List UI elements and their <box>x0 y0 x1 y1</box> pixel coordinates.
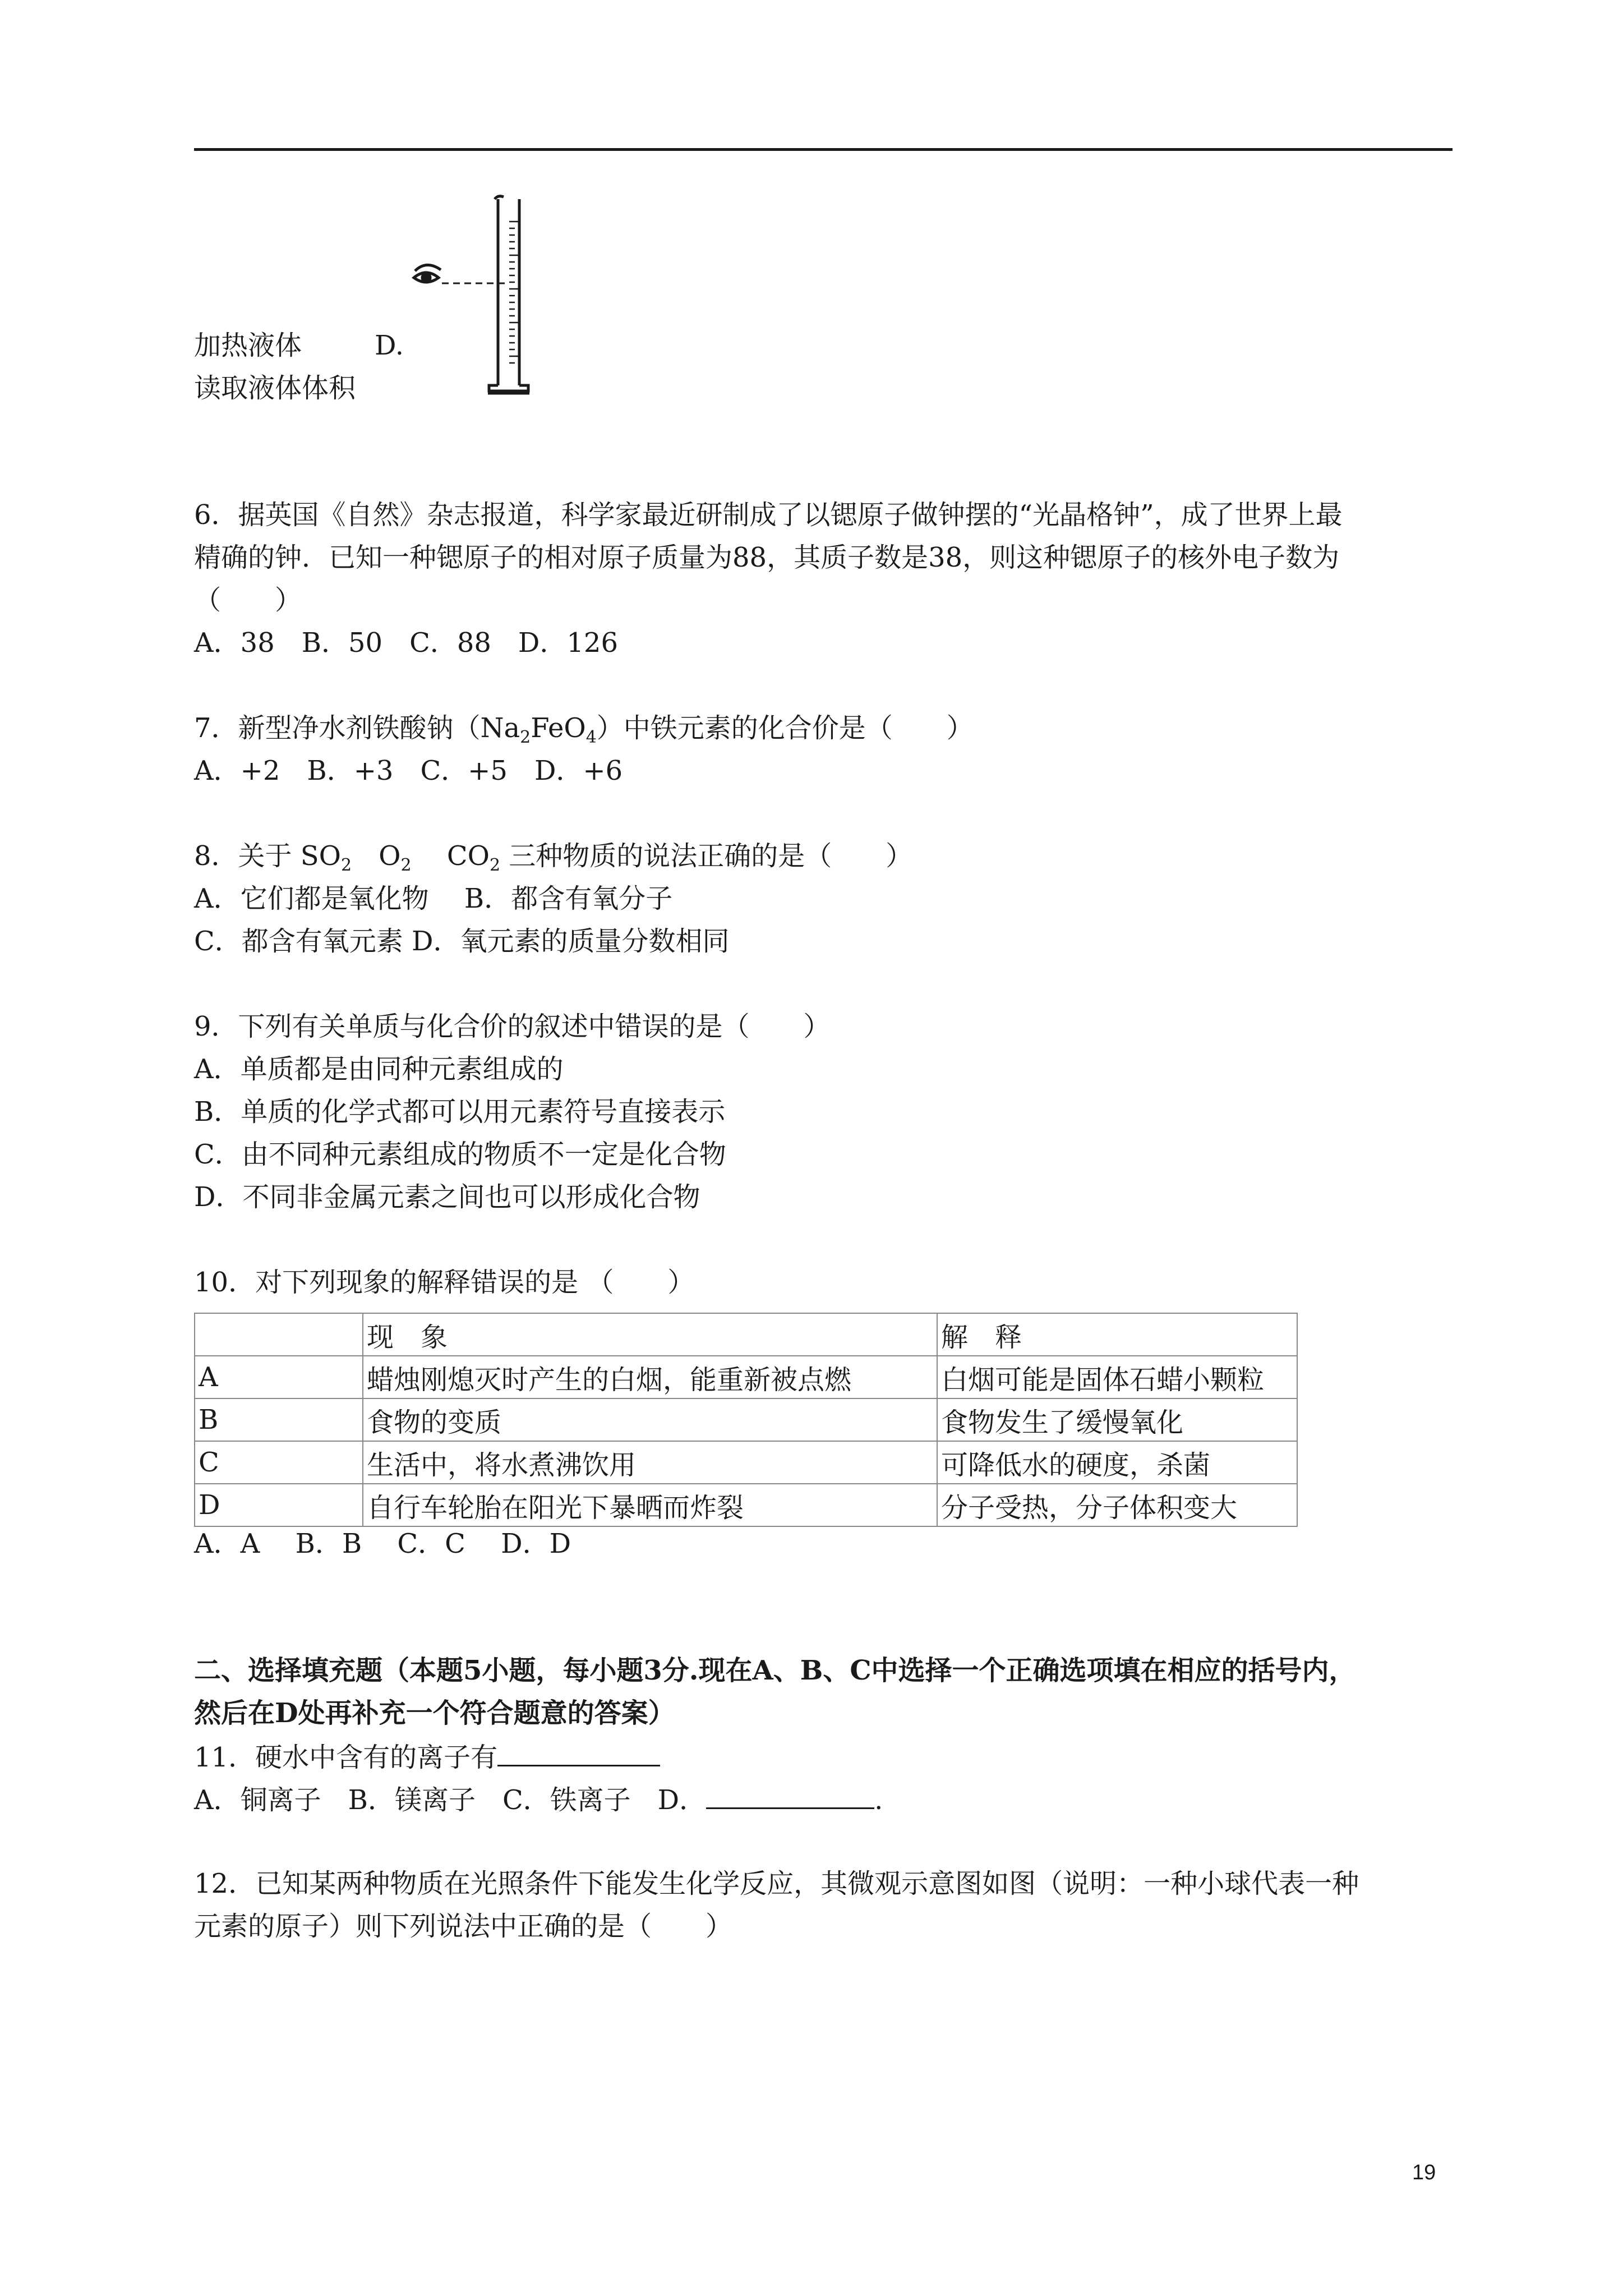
q6-line3: （ ） <box>194 585 302 616</box>
q7-options: A．+2 B．+3 C．+5 D．+6 <box>194 755 623 786</box>
table-cell: B <box>195 1398 363 1441</box>
q6-line2: 精确的钟．已知一种锶原子的相对原子质量为88，其质子数是38，则这种锶原子的核外电子数为 <box>194 542 1340 573</box>
q6-line1: 6．据英国《自然》杂志报道，科学家最近研制成了以锶原子做钟摆的“光晶格钟”，成了世界上最 <box>194 499 1343 531</box>
option-d-text: 读取液体体积 <box>194 372 356 404</box>
table-cell: 白烟可能是固体石蜡小颗粒 <box>937 1356 1297 1398</box>
answer-blank[interactable] <box>497 1739 660 1766</box>
q9-option-d: D．不同非金属元素之间也可以形成化合物 <box>194 1181 700 1213</box>
q8-options-line1: A．它们都是氧化物 B．都含有氧分子 <box>194 883 673 914</box>
q9-option-a: A．单质都是由同种元素组成的 <box>194 1053 564 1085</box>
q9-option-c: C．由不同种元素组成的物质不一定是化合物 <box>194 1139 726 1170</box>
eye-icon <box>414 265 441 282</box>
q10-table <box>194 1313 1298 1527</box>
q12-line2: 元素的原子）则下列说法中正确的是（ ） <box>194 1911 733 1942</box>
q8-stem: 8．关于 $SO_2$ $O_2$ $CO_2$ 三种物质的说法正确的是（ ） <box>194 840 913 875</box>
q12-line1: 12．已知某两种物质在光照条件下能发生化学反应，其微观示意图如图（说明：一种小球代表一种 <box>194 1868 1359 1899</box>
table-cell: 食物发生了缓慢氧化 <box>937 1398 1297 1441</box>
table-row <box>195 1398 1297 1441</box>
q9-stem: 9．下列有关单质与化合价的叙述中错误的是（ ） <box>194 1011 831 1042</box>
table-cell: 蜡烛刚熄灭时产生的白烟，能重新被点燃 <box>363 1356 937 1398</box>
table-cell: 食物的变质 <box>363 1398 937 1441</box>
cylinder <box>488 196 529 393</box>
table-cell: 可降低水的硬度，杀菌 <box>937 1441 1297 1484</box>
table-cell: 分子受热，分子体积变大 <box>937 1484 1297 1526</box>
table-header-cell <box>195 1313 363 1356</box>
q6-options: A．38 B．50 C．88 D．126 <box>194 627 619 659</box>
section2-heading-line2: 然后在D处再补充一个符合题意的答案） <box>194 1697 675 1729</box>
table-cell: A <box>195 1356 363 1398</box>
table-row <box>195 1441 1297 1484</box>
header-rule <box>194 148 1453 151</box>
table-cell: 生活中，将水煮沸饮用 <box>363 1441 937 1484</box>
table-header-cell: 现 象 <box>363 1313 937 1356</box>
q10-options: A．A B．B C．C D．D <box>194 1528 571 1559</box>
graduated-cylinder-figure <box>409 194 566 395</box>
q8-options-line2: C．都含有氧元素 D．氧元素的质量分数相同 <box>194 926 730 957</box>
q11-stem: 11．硬水中含有的离子有 <box>194 1739 660 1774</box>
option-c-text: 加热液体 <box>194 330 302 361</box>
prev-q-option-c-line <box>194 329 404 362</box>
answer-blank[interactable] <box>706 1782 874 1809</box>
section2-heading-line1: 二、选择填充题（本题5小题，每小题3分.现在A、B、C中选择一个正确选项填在相应的括号内， <box>194 1655 1356 1686</box>
q10-stem: 10．对下列现象的解释错误的是 （ ） <box>194 1267 695 1298</box>
table-header-row <box>195 1313 1297 1356</box>
page-number: 19 <box>1412 2161 1436 2184</box>
table-row <box>195 1356 1297 1398</box>
table-cell: C <box>195 1441 363 1484</box>
q11-options: A．铜离子 B．镁离子 C．铁离子 D． . <box>194 1782 883 1817</box>
option-d-label: D. <box>375 330 404 361</box>
cylinder-graduations <box>509 222 518 363</box>
q9-option-b: B．单质的化学式都可以用元素符号直接表示 <box>194 1096 726 1128</box>
q7-stem: 7．新型净水剂铁酸钠$(Na_2FeO_4)$中铁元素的化合价是（ ） <box>194 712 974 747</box>
table-cell: 自行车轮胎在阳光下暴晒而炸裂 <box>363 1484 937 1526</box>
table-header-cell: 解 释 <box>937 1313 1297 1356</box>
table-cell: D <box>195 1484 363 1526</box>
table-row <box>195 1484 1297 1526</box>
